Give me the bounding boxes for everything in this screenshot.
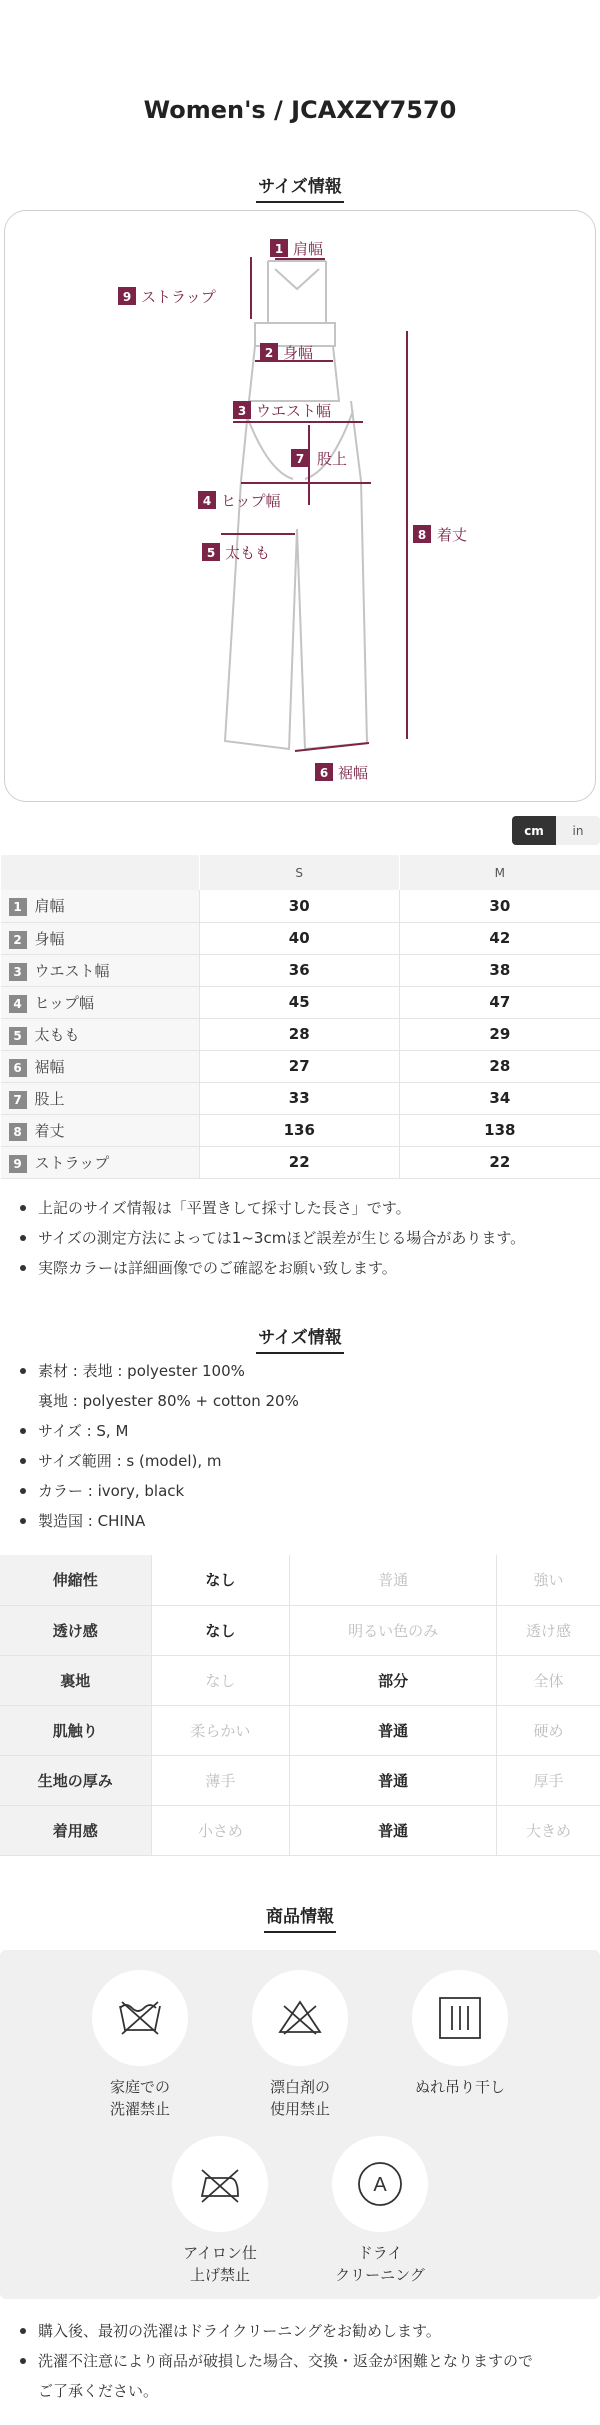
spec-list [18,1356,588,1536]
fabric-row [0,1555,600,1605]
measure-label: ストラップ [34,1153,110,1172]
diagram-label-9: ストラップ [141,288,216,306]
diagram-label-5: 太もも [225,544,271,562]
diagram-label-7: 股上 [317,450,348,468]
size-value: 30 [399,890,600,922]
care-item [225,1970,375,2120]
size-column-m: M [399,855,600,890]
size-row [1,1146,600,1178]
care-label: 家庭での [109,2078,170,2096]
fabric-row [0,1605,600,1655]
size-value: 47 [399,986,600,1018]
care-label: クリーニング [335,2266,425,2284]
svg-text:9: 9 [122,290,132,304]
care-label: 上げ禁止 [189,2266,250,2284]
care-item [305,2136,455,2286]
spec-sizes: サイズ : S, M [18,1416,588,1446]
fabric-row [0,1805,600,1855]
size-row [1,986,600,1018]
measure-label: 股上 [34,1089,65,1108]
unit-toggle [512,816,600,845]
size-value: 40 [199,922,399,954]
fabric-option-selected: 普通 [290,1705,497,1755]
fabric-option: 小さめ [151,1805,290,1855]
size-row-label [1,1082,200,1114]
size-row-label [1,954,200,986]
measure-label: ヒップ幅 [34,993,95,1012]
size-value: 33 [199,1082,399,1114]
measure-number-badge: 5 [9,1027,27,1045]
fabric-option: なし [151,1655,290,1705]
fabric-option: 厚手 [497,1755,600,1805]
care-note: 洗濯不注意により商品が破損した場合、交換・返金が困難となりますので [18,2346,588,2376]
size-row [1,1050,600,1082]
measure-number-badge: 2 [9,931,27,949]
fabric-attribute-label: 生地の厚み [0,1755,151,1805]
size-value: 22 [199,1146,399,1178]
svg-text:7: 7 [295,452,305,466]
fabric-option: 普通 [290,1555,497,1605]
size-value: 22 [399,1146,600,1178]
svg-text:1: 1 [274,242,284,256]
fabric-table [0,1555,600,1856]
diagram-label-4: ヒップ幅 [221,492,281,510]
fabric-option-selected: なし [151,1555,290,1605]
size-column-s: S [199,855,399,890]
care-label: ぬれ吊り干し [414,2078,505,2096]
measure-label: ウエスト幅 [34,961,110,980]
no-bleach-icon [252,1970,348,2066]
page-title: Women's / JCAXZY7570 [143,96,457,124]
care-note: 購入後、最初の洗濯はドライクリーニングをお勧めします。 [18,2316,588,2346]
size-row [1,922,600,954]
size-value: 34 [399,1082,600,1114]
measure-number-badge: 8 [9,1123,27,1141]
svg-text:2: 2 [264,346,274,360]
measure-number-badge: 9 [9,1155,27,1173]
svg-text:6: 6 [319,766,329,780]
spec-heading: サイズ情報 [0,1323,600,1354]
size-value: 30 [199,890,399,922]
size-note: 実際カラーは詳細画像でのご確認をお願い致します。 [18,1253,588,1283]
size-table [0,855,600,1179]
dry-clean-icon [332,2136,428,2232]
overalls-diagram [5,211,597,803]
size-value: 42 [399,922,600,954]
care-panel [0,1950,600,2299]
svg-text:4: 4 [202,494,212,508]
fabric-attribute-label: 着用感 [0,1805,151,1855]
size-row [1,1082,600,1114]
fabric-option: 大きめ [497,1805,600,1855]
fabric-row [0,1705,600,1755]
size-note: サイズの測定方法によっては1~3cmほど誤差が生じる場合があります。 [18,1223,588,1253]
size-row-label [1,1050,200,1082]
size-value: 38 [399,954,600,986]
fabric-option: 強い [497,1555,600,1605]
size-row-label [1,890,200,922]
svg-text:A: A [373,2174,387,2196]
spec-lining: 裏地 : polyester 80% + cotton 20% [38,1392,299,1410]
svg-text:3: 3 [237,404,247,418]
measure-label: 裾幅 [34,1057,65,1076]
size-value: 28 [399,1050,600,1082]
size-info-heading: サイズ情報 [0,172,600,203]
size-value: 27 [199,1050,399,1082]
size-value: 136 [199,1114,399,1146]
fabric-row [0,1755,600,1805]
diagram-label-3: ウエスト幅 [256,402,332,420]
diagram-label-8: 着丈 [437,526,468,544]
fabric-attribute-label: 伸縮性 [0,1555,151,1605]
size-row-label [1,1018,200,1050]
no-iron-icon [172,2136,268,2232]
fabric-option: 全体 [497,1655,600,1705]
fabric-attribute-label: 透け感 [0,1605,151,1655]
spec-colors: カラー : ivory, black [18,1476,588,1506]
fabric-attribute-label: 肌触り [0,1705,151,1755]
size-row-label [1,986,200,1018]
fabric-option-selected: 普通 [290,1805,497,1855]
size-row [1,1114,600,1146]
fabric-option-selected: 普通 [290,1755,497,1805]
size-value: 28 [199,1018,399,1050]
size-value: 29 [399,1018,600,1050]
size-table-header [1,855,600,890]
diagram-label-2: 身幅 [283,344,314,362]
svg-text:5: 5 [206,546,216,560]
size-notes [18,1193,588,1283]
care-note: ご了承ください。 [38,2382,159,2400]
measure-number-badge: 4 [9,995,27,1013]
measure-number-badge: 3 [9,963,27,981]
care-label: アイロン仕 [183,2244,257,2262]
fabric-option-selected: なし [151,1605,290,1655]
care-label: ドライ [357,2244,403,2262]
fabric-option-selected: 部分 [290,1655,497,1705]
care-label: 使用禁止 [269,2100,330,2118]
line-dry-icon [412,1970,508,2066]
size-note: 上記のサイズ情報は「平置きして採寸した長さ」です。 [18,1193,588,1223]
fabric-option: 明るい色のみ [290,1605,497,1655]
svg-text:8: 8 [417,528,427,542]
unit-cm-button[interactable]: cm [512,816,556,845]
size-value: 36 [199,954,399,986]
care-item [145,2136,295,2286]
size-row-label [1,1114,200,1146]
measure-label: 肩幅 [34,897,65,916]
no-wash-icon [92,1970,188,2066]
fabric-option: 柔らかい [151,1705,290,1755]
fabric-option: 透け感 [497,1605,600,1655]
care-notes [18,2316,588,2406]
size-value: 138 [399,1114,600,1146]
size-row-label [1,1146,200,1178]
fabric-row [0,1655,600,1705]
care-item [65,1970,215,2120]
measure-number-badge: 1 [9,898,27,916]
diagram-label-1: 肩幅 [293,240,324,258]
fabric-attribute-label: 裏地 [0,1655,151,1705]
spec-origin: 製造国 : CHINA [18,1506,588,1536]
size-row [1,890,600,922]
fabric-option: 薄手 [151,1755,290,1805]
fabric-option: 硬め [497,1705,600,1755]
measure-label: 着丈 [34,1121,65,1140]
size-row-label [1,922,200,954]
unit-in-button[interactable]: in [556,816,600,845]
care-item [385,1970,535,2098]
size-value: 45 [199,986,399,1018]
spec-size-range: サイズ範囲 : s (model), m [18,1446,588,1476]
diagram-label-6: 裾幅 [338,764,369,782]
product-info-heading: 商品情報 [0,1902,600,1933]
size-row [1,1018,600,1050]
care-label: 漂白剤の [269,2078,330,2096]
size-row [1,954,600,986]
spec-material: 素材 : 表地 : polyester 100% [18,1356,588,1386]
care-label: 洗濯禁止 [109,2100,170,2118]
measure-label: 太もも [34,1025,80,1044]
measure-number-badge: 6 [9,1059,27,1077]
size-diagram [4,210,596,802]
measure-label: 身幅 [34,929,65,948]
measure-number-badge: 7 [9,1091,27,1109]
